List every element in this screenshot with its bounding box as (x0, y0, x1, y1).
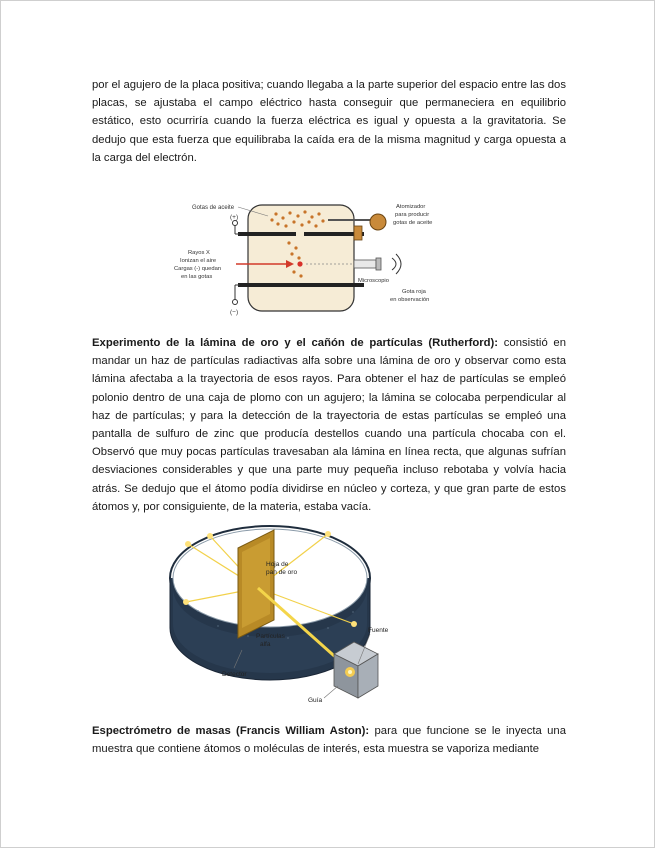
label-atomizer-2: para producir (395, 212, 430, 218)
label-alpha-2: alfa (260, 641, 271, 648)
label-foil-2: pan de oro (266, 569, 298, 576)
paragraph-aston (92, 722, 566, 758)
label-microscope: Microscopio (358, 278, 389, 284)
label-xrays-4: en las gotas (181, 274, 213, 280)
label-red-drop-2: en observación (390, 297, 430, 303)
paragraph-text: para que funcione se le inyecta una muestra que contiene átomos o moléculas de interés, esta muestra se vaporiza mediante (92, 725, 566, 756)
label-detector: Detector (222, 671, 247, 678)
negative-plate (238, 283, 364, 287)
label-guide: Guía (308, 697, 323, 704)
paragraph-rutherford (92, 334, 566, 516)
plate-hole (296, 231, 304, 237)
rutherford-gold-foil-figure (158, 516, 498, 712)
paragraph-heading: Espectrómetro de masas (Francis William Aston): (92, 725, 370, 737)
red-drop (297, 261, 302, 266)
label-foil-1: Hoja de (266, 561, 289, 568)
label-red-drop-1: Gota roja (402, 289, 426, 295)
terminal-bottom (233, 300, 238, 305)
millikan-oil-drop-figure (168, 192, 450, 316)
paragraph-millikan-end (92, 76, 566, 167)
label-xrays-3: Cargas (-) quedan (174, 266, 222, 272)
microscope (354, 260, 376, 268)
label-atomizer-1: Atomizador (396, 204, 426, 210)
paragraph-heading: Experimento de la lámina de oro y el cañón de partículas (Rutherford): (92, 337, 499, 349)
label-minus: (−) (230, 309, 239, 316)
terminal-top (233, 221, 238, 226)
label-oil-drops: Gotas de aceite (192, 205, 235, 211)
label-atomizer-3: gotas de aceite (393, 220, 433, 226)
eye-icon (392, 254, 401, 274)
label-source: Fuente (368, 627, 389, 634)
paragraph-text: por el agujero de la placa positiva; cuando llegaba a la parte superior del espacio entre las dos placas, se ajustaba el campo eléctrico hasta conseguir que permaneciera en equilibrio estático, esto ocurriría cuando la fuerza eléctrica es igual y opuesta a la gravitatoria. Se dedujo que esta fuerza que equilibraba la caída era de la misma magnitud y carga opuesta a la carga del electrón. (92, 79, 566, 164)
label-xrays-2: Ionizan el aire (180, 258, 217, 264)
label-xrays-1: Rayos X (188, 250, 210, 256)
label-plus: (+) (230, 214, 239, 221)
atomizer-bulb (370, 214, 386, 230)
paragraph-text: consistió en mandar un haz de partículas radiactivas alfa sobre una lámina de oro y observar como esta lámina afectaba a la trayectoria de esos rayos. Para obtener el haz de partículas se empleó polonio dentro de una caja de plomo con un agujero; la lámina se colocaba perpendicular al haz de partículas; y para la detección de la trayectoria de estas partículas se empleó una pantalla de sulfuro de zinc que producía destellos cuando una partícula chocaba con el. Observó que muy pocas partículas travesaban ala lámina en línea recta, que algunas sufrían desviaciones considerables y que una parte muy pequeña incluso rebotaba y volvía hacia atrás. Se dedujo que el átomo podía dividirse en núcleo y corteza, y que gran parte de estos átomos y, por consiguiente, de la materia, estaba vacía. (92, 337, 566, 513)
label-alpha-1: Partículas (256, 633, 285, 640)
